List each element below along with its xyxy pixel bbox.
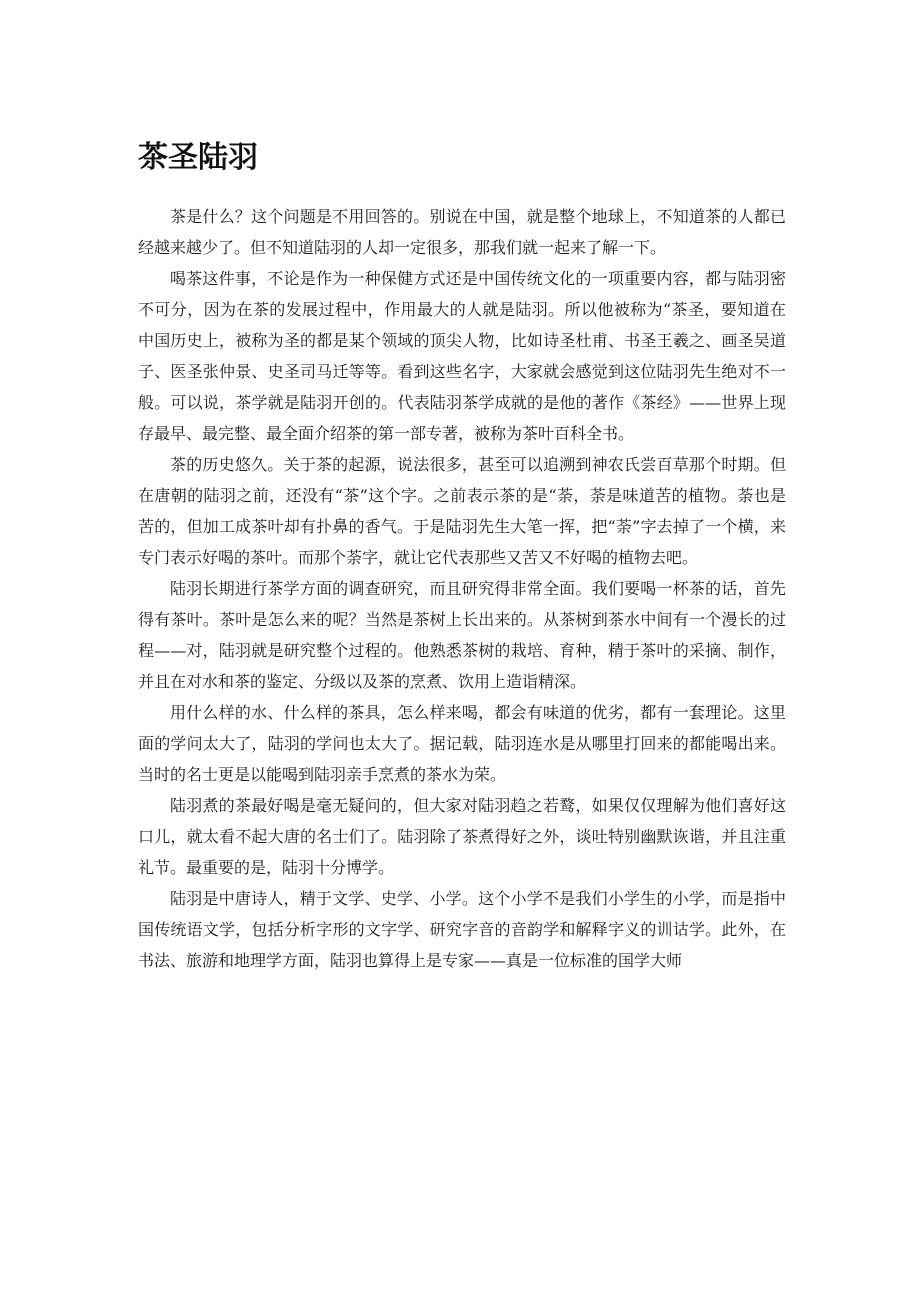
paragraph-2: 喝茶这件事，不论是作为一种保健方式还是中国传统文化的一项重要内容，都与陆羽密不可分，因为在茶的发展过程中，作用最大的人就是陆羽。所以他被称为“茶圣，要知道在中国历史上，被称为圣的都是某个领域的顶尖人物，比如诗圣杜甫、书圣王羲之、画圣吴道子、医圣张仲景、史圣司马迁等等。看到这些名字，大家就会感觉到这位陆羽先生绝对不一般。可以说，茶学就是陆羽开创的。代表陆羽茶学成就的是他的著作《茶经》——世界上现存最早、最完整、最全面介绍茶的第一部专著，被称为茶叶百科全书。 xyxy=(138,269,786,443)
paragraph-3: 茶的历史悠久。关于茶的起源，说法很多，甚至可以追溯到神农氏尝百草那个时期。但在唐朝的陆羽之前，还没有“茶”这个字。之前表示茶的是“荼，荼是味道苦的植物。荼也是苦的，但加工成茶叶却有扑鼻的香气。于是陆羽先生大笔一挥，把“荼”字去掉了一个横，来专门表示好喝的茶叶。而那个荼字，就让它代表那些又苦又不好喝的植物去吧。 xyxy=(138,455,786,567)
paragraph-6: 陆羽煮的茶最好喝是毫无疑问的，但大家对陆羽趋之若鹜，如果仅仅理解为他们喜好这口儿，就太看不起大唐的名士们了。陆羽除了茶煮得好之外，谈吐特别幽默诙谐，并且注重礼节。最重要的是，陆羽十分博学。 xyxy=(138,796,786,877)
paragraph-5: 用什么样的水、什么样的茶具，怎么样来喝，都会有味道的优劣，都有一套理论。这里面的学问太大了，陆羽的学问也太大了。据记载，陆羽连水是从哪里打回来的都能喝出来。当时的名士更是以能喝到陆羽亲手烹煮的茶水为荣。 xyxy=(138,703,786,784)
page-title: 茶圣陆羽 xyxy=(138,140,258,175)
paragraph-4: 陆羽长期进行茶学方面的调查研究，而且研究得非常全面。我们要喝一杯茶的话，首先得有茶叶。茶叶是怎么来的呢？当然是茶树上长出来的。从茶树到茶水中间有一个漫长的过程——对，陆羽就是研究整个过程的。他熟悉茶树的栽培、育种，精于茶叶的采摘、制作，并且在对水和茶的鉴定、分级以及茶的烹煮、饮用上造诣精深。 xyxy=(138,579,786,691)
paragraph-1: 茶是什么？这个问题是不用回答的。别说在中国，就是整个地球上，不知道茶的人都已经越来越少了。但不知道陆羽的人却一定很多，那我们就一起来了解一下。 xyxy=(138,207,786,257)
article-body xyxy=(138,201,786,976)
paragraph-7: 陆羽是中唐诗人，精于文学、史学、小学。这个小学不是我们小学生的小学，而是指中国传统语文学，包括分析字形的文字学、研究字音的音韵学和解释字义的训诂学。此外，在书法、旅游和地理学方面，陆羽也算得上是专家——真是一位标准的国学大师 xyxy=(138,889,786,970)
